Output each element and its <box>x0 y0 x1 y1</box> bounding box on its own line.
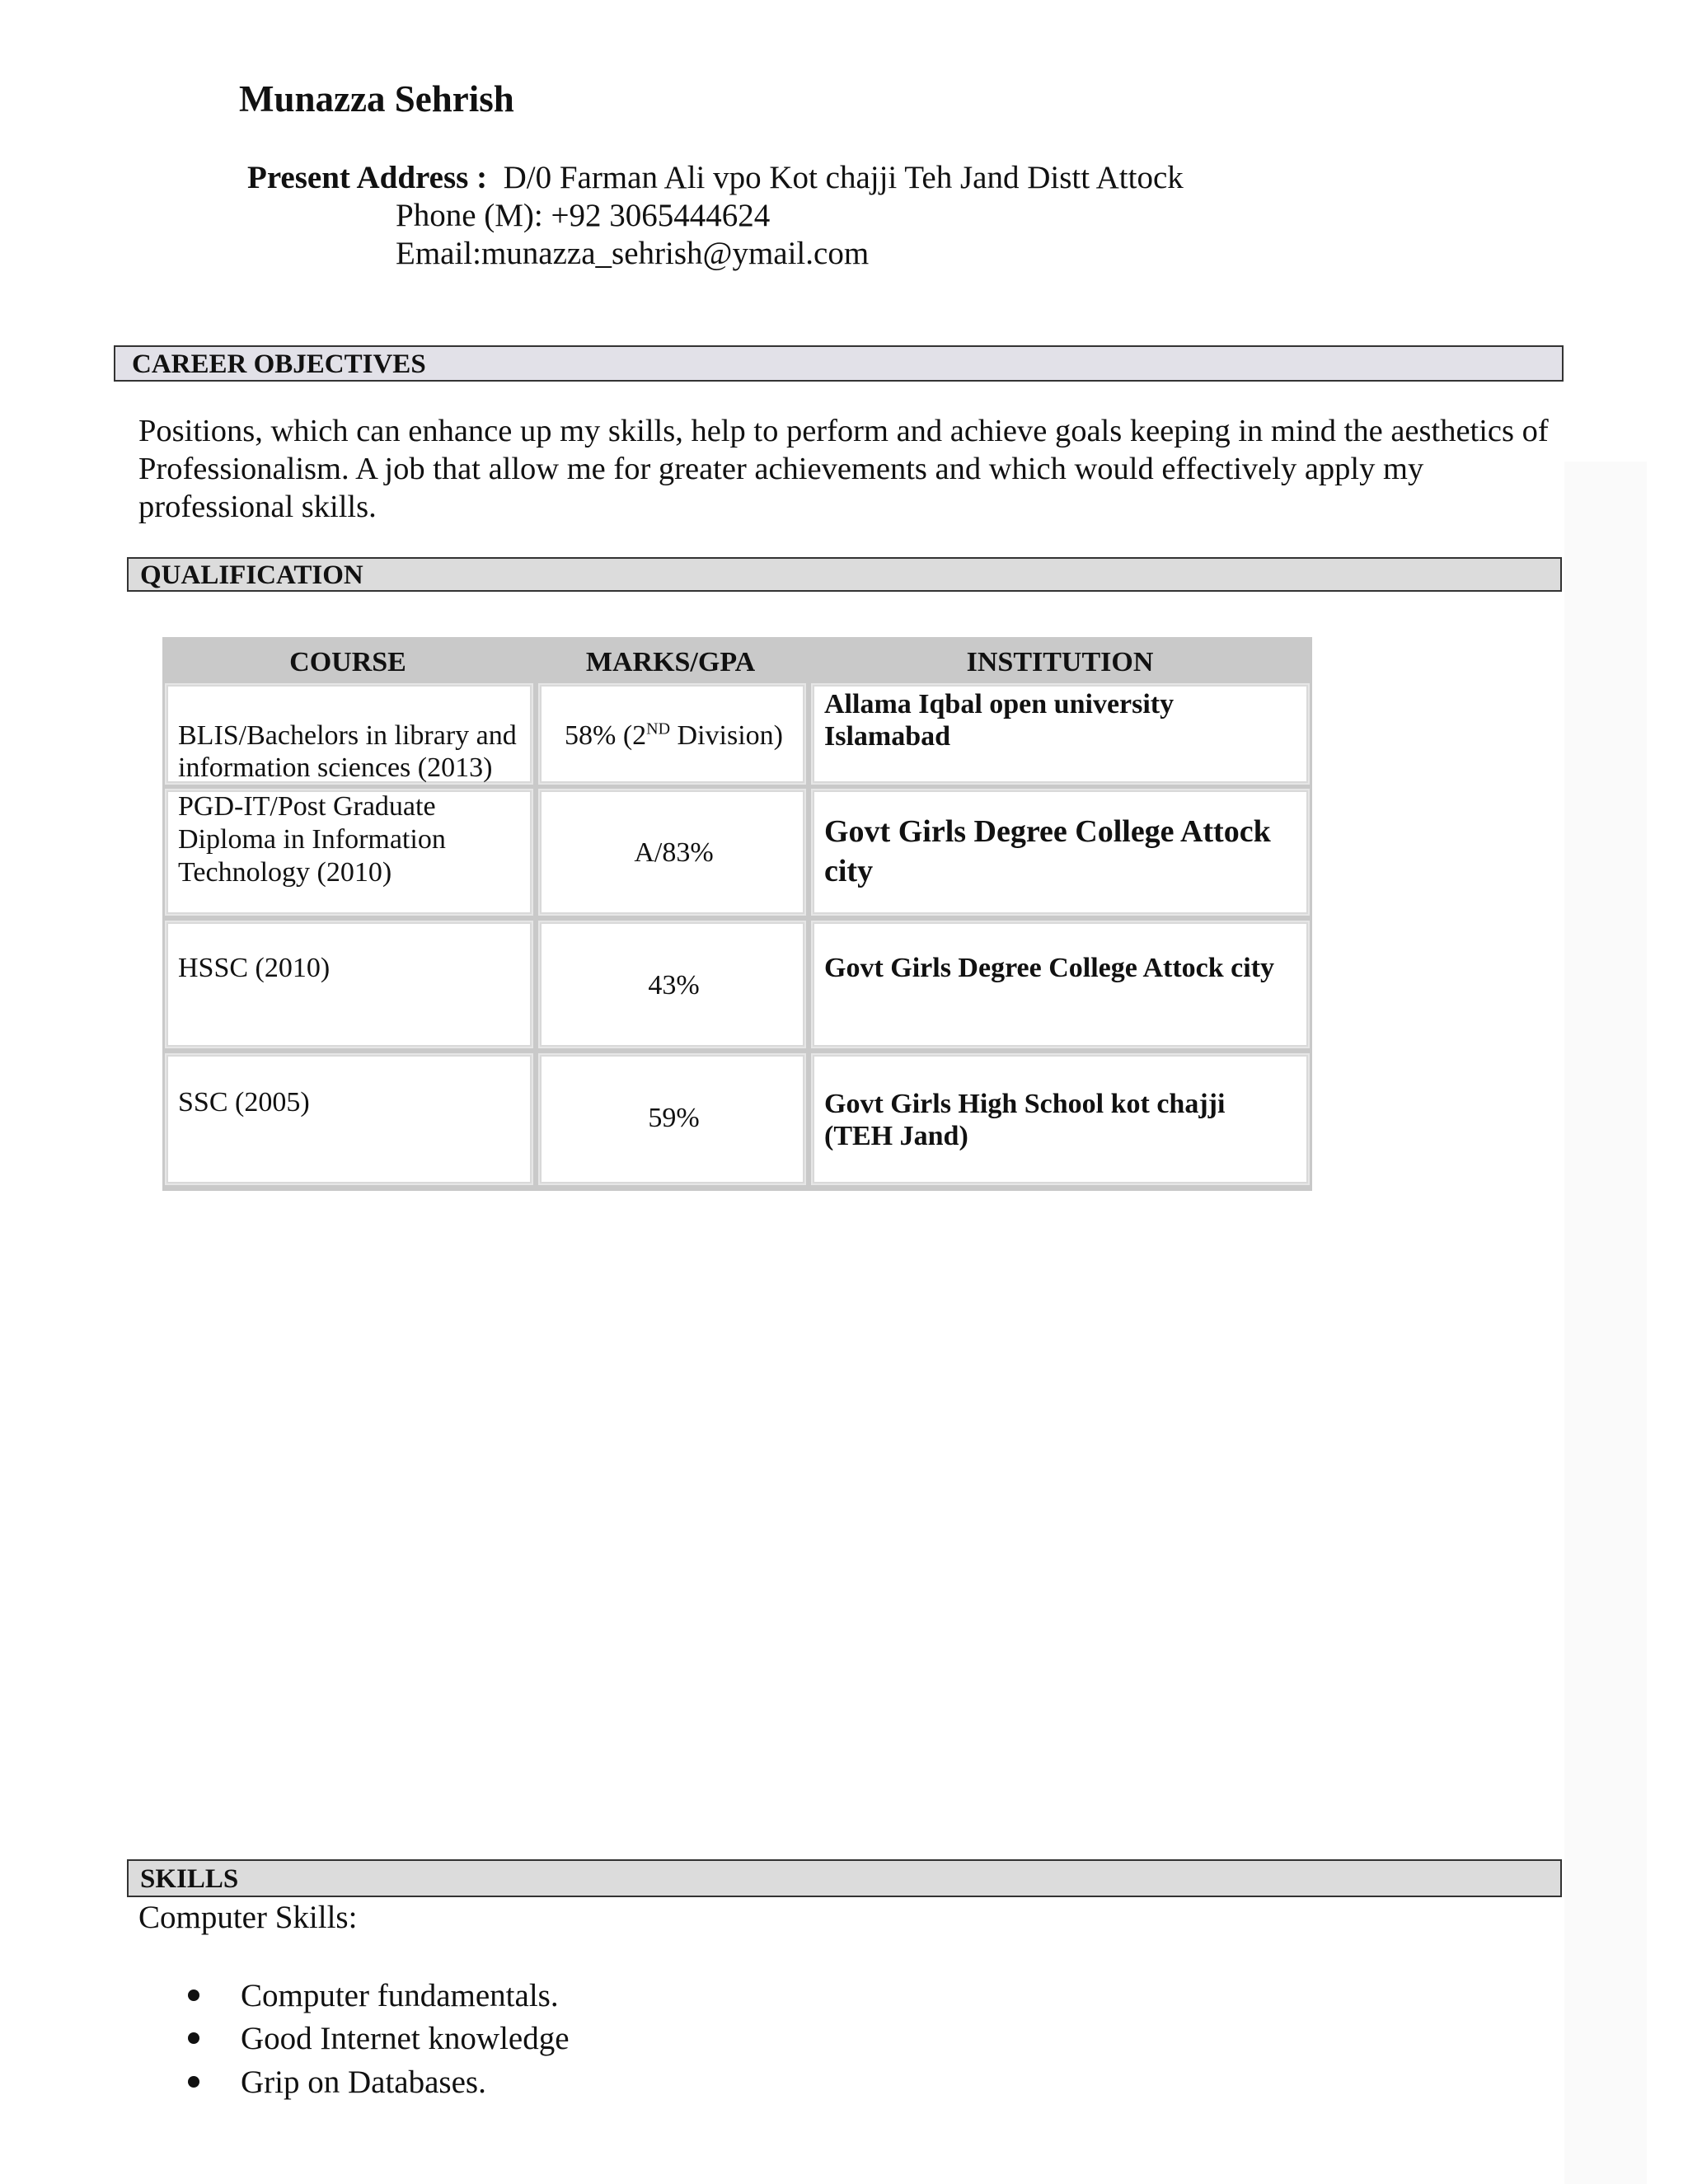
career-objective-text: Positions, which can enhance up my skills, help to perform and achieve goals keeping in mind the aesthetics of Professionalism. A job that allow me for greater achievements and which would effectively apply my professional skills. <box>138 414 1549 524</box>
marks-text <box>540 719 808 752</box>
skill-text: Computer fundamentals. <box>241 1978 559 2013</box>
institution-text: Govt Girls Degree College Attock city <box>824 953 1275 983</box>
skill-text: Grip on Databases. <box>241 2064 486 2100</box>
table-cell-institution <box>811 921 1310 1048</box>
bullet-icon <box>188 2032 199 2044</box>
marks-superscript: ND <box>646 719 671 738</box>
column-header-course: COURSE <box>289 647 406 677</box>
skills-heading: SKILLS <box>140 1864 239 1894</box>
address-label: Present Address : <box>247 160 488 195</box>
marks-text: 59% <box>648 1103 700 1133</box>
table-cell-course <box>165 683 533 785</box>
table-cell-institution <box>811 789 1310 916</box>
address-line <box>247 159 1184 197</box>
career-objectives-bar <box>114 345 1564 382</box>
skills-bar <box>127 1859 1562 1897</box>
course-text: HSSC (2010) <box>178 953 331 983</box>
institution-text: Govt Girls High School kot chajji (TEH Jand) <box>824 1089 1226 1151</box>
table-cell-institution <box>811 683 1310 785</box>
table-cell-marks <box>538 1053 806 1185</box>
computer-skills-heading: Computer Skills: <box>138 1900 358 1935</box>
table-cell-institution <box>811 1053 1310 1185</box>
table-cell-marks <box>538 789 806 916</box>
list-item <box>188 2020 570 2058</box>
page-edge-shade <box>1564 462 1647 2184</box>
bullet-icon <box>188 2076 199 2088</box>
list-item <box>188 1977 559 2015</box>
course-text: PGD-IT/Post Graduate Diploma in Information Technology (2010) <box>178 791 446 888</box>
marks-suffix: Division) <box>670 720 783 751</box>
marks-text: 43% <box>648 970 700 1001</box>
list-item <box>188 2064 486 2102</box>
phone-line: Phone (M): +92 3065444624 <box>396 198 771 233</box>
email-line: Email:munazza_sehrish@ymail.com <box>396 236 870 271</box>
qualification-bar <box>127 557 1562 592</box>
table-cell-course <box>165 921 533 1048</box>
table-cell-marks <box>538 921 806 1048</box>
address-value: D/0 Farman Ali vpo Kot chajji Teh Jand Distt Attock <box>503 160 1184 195</box>
candidate-name: Munazza Sehrish <box>239 78 514 120</box>
course-text: BLIS/Bachelors in library and information sciences (2013) <box>178 720 517 783</box>
column-header-institution: INSTITUTION <box>966 647 1154 677</box>
institution-text: Govt Girls Degree College Attock city <box>824 814 1271 888</box>
skill-text: Good Internet knowledge <box>241 2021 570 2056</box>
bullet-icon <box>188 1990 199 2001</box>
table-cell-course <box>165 789 533 916</box>
marks-text: A/83% <box>634 837 714 868</box>
qualification-heading: QUALIFICATION <box>140 560 363 590</box>
institution-text: Allama Iqbal open university Islamabad <box>824 689 1175 752</box>
course-text: SSC (2005) <box>178 1087 310 1118</box>
table-cell-marks <box>538 683 806 785</box>
column-header-marks: MARKS/GPA <box>585 647 756 677</box>
qualification-table <box>162 637 1312 1191</box>
marks-value: 58% (2 <box>565 720 647 751</box>
table-cell-course <box>165 1053 533 1185</box>
career-objectives-heading: CAREER OBJECTIVES <box>132 349 426 379</box>
